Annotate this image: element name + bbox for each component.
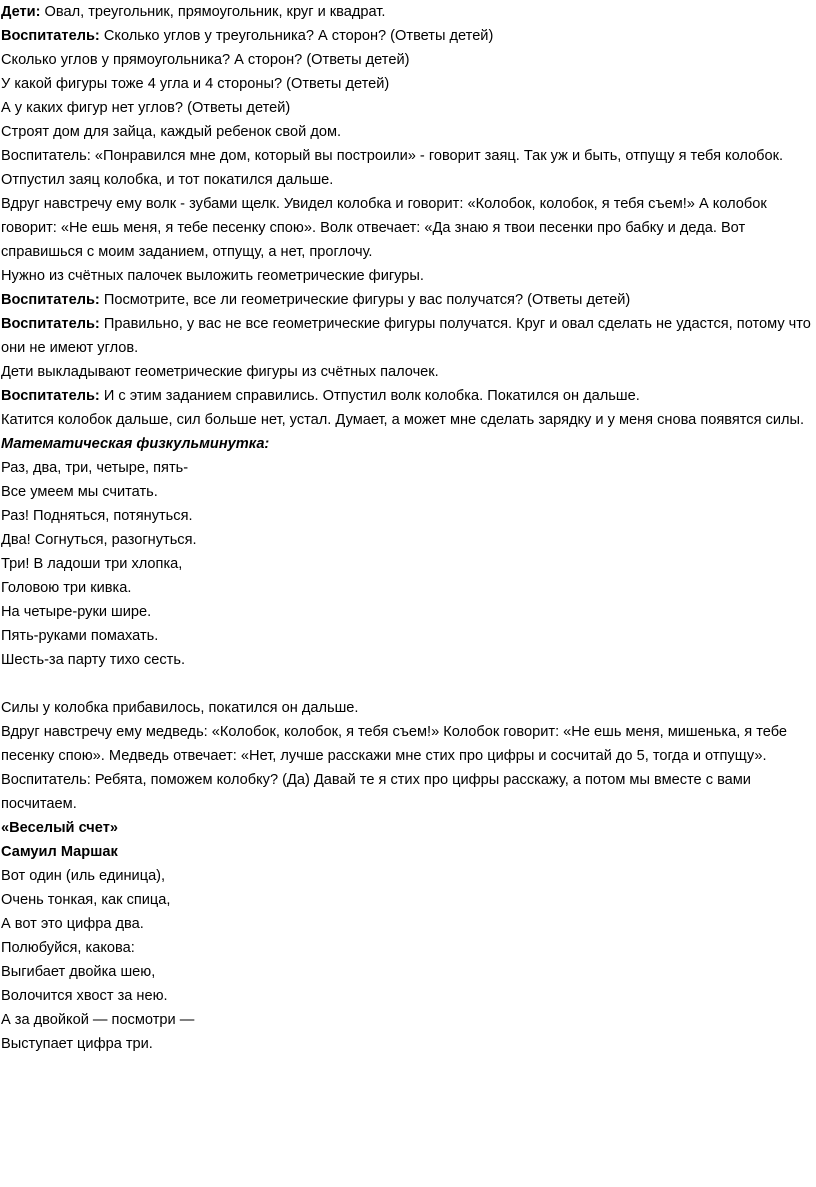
dialogue-line <box>1 24 812 48</box>
text-paragraph: Вдруг навстречу ему волк - зубами щелк. Увидел колобка и говорит: «Колобок, колобок, я тебя съем!» А колобок говорит: «Не ешь меня, я тебе песенку спою». Волк отвечает: «Да знаю я твои песенки про бабку и деда. Вот справишься с моим заданием, отпущу, а нет, проглочу. <box>1 196 767 260</box>
line-text: Правильно, у вас не все геометрические фигуры получатся. Круг и овал сделать не удастся, потому что они не имеют углов. <box>1 316 811 356</box>
poem-line: Два! Согнуться, разогнуться. <box>1 532 197 548</box>
dialogue-line <box>1 384 812 408</box>
text-paragraph: Воспитатель: Ребята, поможем колобку? (Да) Давай те я стих про цифры расскажу, а потом мы вместе с вами посчитаем. <box>1 772 751 812</box>
poem-line: А за двойкой — посмотри — <box>1 1012 195 1028</box>
speaker-label: Дети: <box>1 4 41 20</box>
poem-author: Самуил Маршак <box>1 844 118 860</box>
poem-line: Вот один (иль единица), <box>1 868 166 884</box>
text-line: Сколько углов у прямоугольника? А сторон? (Ответы детей) <box>1 52 410 68</box>
poem-line: Раз! Подняться, потянуться. <box>1 508 193 524</box>
poem-line: Выступает цифра три. <box>1 1036 153 1052</box>
section-heading: Математическая физкульминутка: <box>1 436 270 452</box>
dialogue-paragraph <box>1 312 812 360</box>
dialogue-line <box>1 0 812 24</box>
poem-line: Выгибает двойка шею, <box>1 964 156 980</box>
line-text: И с этим заданием справились. Отпустил волк колобка. Покатился он дальше. <box>99 388 640 404</box>
poem-line: Волочится хвост за нею. <box>1 988 168 1004</box>
poem-line: Три! В ладоши три хлопка, <box>1 556 183 572</box>
text-line: Отпустил заяц колобка, и тот покатился дальше. <box>1 172 334 188</box>
speaker-label: Воспитатель: <box>1 388 100 404</box>
text-line: Нужно из счётных палочек выложить геометрические фигуры. <box>1 268 424 284</box>
text-line: А у каких фигур нет углов? (Ответы детей) <box>1 100 291 116</box>
poem-line: Раз, два, три, четыре, пять- <box>1 460 189 476</box>
text-paragraph: Катится колобок дальше, сил больше нет, устал. Думает, а может мне сделать зарядку и у меня снова появятся силы. <box>1 412 805 428</box>
dialogue-line <box>1 288 812 312</box>
line-text: Сколько углов у треугольника? А сторон? (Ответы детей) <box>99 28 494 44</box>
line-text: Овал, треугольник, прямоугольник, круг и квадрат. <box>40 4 386 20</box>
poem-line: На четыре-руки шире. <box>1 604 152 620</box>
poem-line: Полюбуйся, какова: <box>1 940 135 956</box>
blank-line <box>1 672 812 696</box>
poem-title: «Веселый счет» <box>1 820 118 836</box>
speaker-label: Воспитатель: <box>1 292 100 308</box>
text-paragraph: Воспитатель: «Понравился мне дом, который вы построили» - говорит заяц. Так уж и быть, отпущу я тебя колобок. <box>1 148 784 164</box>
poem-line: Очень тонкая, как спица, <box>1 892 171 908</box>
poem-line: Головою три кивка. <box>1 580 132 596</box>
line-text: Посмотрите, все ли геометрические фигуры у вас получатся? (Ответы детей) <box>99 292 631 308</box>
poem-line: А вот это цифра два. <box>1 916 144 932</box>
speaker-label: Воспитатель: <box>1 28 100 44</box>
poem-line: Шесть-за парту тихо сесть. <box>1 652 186 668</box>
speaker-label: Воспитатель: <box>1 316 100 332</box>
text-line: Дети выкладывают геометрические фигуры из счётных палочек. <box>1 364 439 380</box>
text-line: У какой фигуры тоже 4 угла и 4 стороны? (Ответы детей) <box>1 76 390 92</box>
text-line: Строят дом для зайца, каждый ребенок свой дом. <box>1 124 342 140</box>
poem-line: Все умеем мы считать. <box>1 484 158 500</box>
text-line: Силы у колобка прибавилось, покатился он дальше. <box>1 700 359 716</box>
text-paragraph: Вдруг навстречу ему медведь: «Колобок, колобок, я тебя съем!» Колобок говорит: «Не ешь меня, мишенька, я тебе песенку спою». Медведь отвечает: «Нет, лучше расскажи мне стих про цифры и сосчитай до 5, тогда и отпущу». <box>1 724 788 764</box>
poem-line: Пять-руками помахать. <box>1 628 159 644</box>
